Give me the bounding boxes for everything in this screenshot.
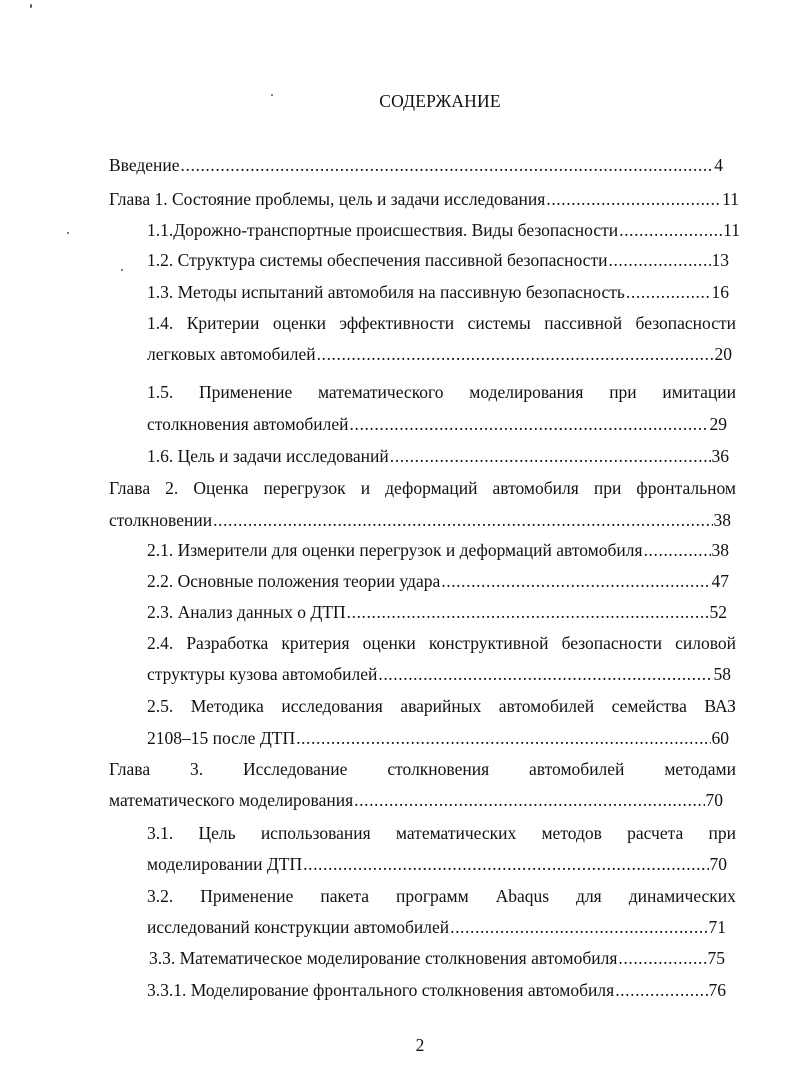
scan-speck bbox=[121, 269, 123, 271]
toc-title-line-1 bbox=[147, 885, 736, 907]
leader-dots bbox=[450, 916, 707, 938]
toc-title-line-2: столкновения автомобилей bbox=[147, 414, 349, 434]
toc-title: Введение bbox=[109, 155, 180, 175]
leader-dots bbox=[441, 570, 710, 592]
toc-entry-3-2-cont[interactable] bbox=[147, 916, 726, 938]
word: 2.4. bbox=[147, 633, 174, 653]
word: столкновения bbox=[387, 759, 490, 779]
word: математического bbox=[317, 382, 444, 402]
toc-page: 36 bbox=[711, 446, 729, 466]
leader-dots bbox=[347, 601, 709, 623]
word: программ bbox=[395, 886, 469, 906]
word: пакета bbox=[320, 886, 369, 906]
toc-page: 16 bbox=[711, 282, 729, 302]
toc-entry-2-5-cont[interactable] bbox=[147, 727, 729, 749]
toc-entry-1-5-cont[interactable] bbox=[147, 413, 727, 435]
toc-entry-3-3-1[interactable] bbox=[147, 979, 726, 1001]
leader-dots bbox=[213, 509, 712, 531]
toc-entry-2-5[interactable] bbox=[147, 695, 736, 717]
toc-page: 20 bbox=[714, 344, 732, 364]
toc-page: 70 bbox=[709, 854, 727, 874]
word: математических bbox=[395, 823, 517, 843]
word: безопасности bbox=[635, 313, 736, 333]
word: деформаций bbox=[385, 478, 478, 498]
toc-title: 3.3.1. Моделирование фронтального столкновения автомобиля bbox=[147, 980, 615, 1000]
word: автомобилей bbox=[498, 696, 595, 716]
word: для bbox=[576, 886, 602, 906]
toc-entry-chapter-3[interactable] bbox=[109, 758, 736, 780]
word: Глава bbox=[109, 759, 151, 779]
toc-page: 11 bbox=[723, 220, 740, 240]
word: и bbox=[360, 478, 371, 498]
leader-dots bbox=[296, 727, 710, 749]
word: при bbox=[708, 823, 736, 843]
leader-dots bbox=[378, 663, 712, 685]
toc-entry-3-1[interactable] bbox=[147, 822, 736, 844]
toc-title-line-1 bbox=[147, 632, 736, 654]
leader-dots bbox=[317, 343, 714, 365]
toc-title: 1.6. Цель и задачи исследований bbox=[147, 446, 389, 466]
word: исследования bbox=[281, 696, 383, 716]
word: ВАЗ bbox=[704, 696, 736, 716]
word: Глава bbox=[109, 478, 151, 498]
toc-entry-1-4-cont[interactable] bbox=[147, 343, 732, 365]
word: системы bbox=[467, 313, 531, 333]
toc-title-line-1 bbox=[147, 312, 736, 334]
word: Критерии bbox=[186, 313, 260, 333]
toc-page: 75 bbox=[707, 948, 725, 968]
toc-title-line-2: исследований конструкции автомобилей bbox=[147, 917, 450, 937]
page-number: 2 bbox=[415, 1035, 425, 1055]
word: безопасности bbox=[561, 633, 663, 653]
toc-title-line-1 bbox=[109, 477, 736, 499]
word: оценки bbox=[272, 313, 327, 333]
word: силовой bbox=[675, 633, 736, 653]
toc-title: 2.2. Основные положения теории удара bbox=[147, 571, 441, 591]
toc-title-line-1 bbox=[147, 695, 736, 717]
word: 2.5. bbox=[147, 696, 174, 716]
word: 1.5. bbox=[147, 382, 174, 402]
word: Цель bbox=[198, 823, 236, 843]
scan-speck bbox=[30, 4, 32, 8]
word: перегрузок bbox=[263, 478, 346, 498]
toc-page: 47 bbox=[711, 571, 729, 591]
word: расчета bbox=[627, 823, 684, 843]
word: Разработка bbox=[186, 633, 269, 653]
word: Применение bbox=[198, 382, 293, 402]
leader-dots bbox=[615, 979, 707, 1001]
toc-page: 52 bbox=[709, 602, 727, 622]
word: Методика bbox=[190, 696, 264, 716]
toc-entry-2-4[interactable] bbox=[147, 632, 736, 654]
toc-page: 38 bbox=[711, 540, 729, 560]
toc-title-line-2: моделировании ДТП bbox=[147, 854, 303, 874]
word: Применение bbox=[200, 886, 294, 906]
word: Abaqus bbox=[495, 886, 550, 906]
toc-title-line-2: 2108–15 после ДТП bbox=[147, 728, 296, 748]
toc-title-line-2: структуры кузова автомобилей bbox=[147, 664, 378, 684]
toc-page: 29 bbox=[709, 414, 727, 434]
toc-title-line-1 bbox=[147, 381, 736, 403]
word: оценки bbox=[362, 633, 416, 653]
toc-title-line-1 bbox=[147, 822, 736, 844]
toc-page: 38 bbox=[713, 510, 731, 530]
toc-entry-1-2[interactable] bbox=[147, 249, 729, 271]
word: 3.2. bbox=[147, 886, 174, 906]
word: использования bbox=[260, 823, 371, 843]
word: 1.4. bbox=[147, 313, 174, 333]
toc-entry-chapter-2[interactable] bbox=[109, 477, 736, 499]
word: моделирования bbox=[469, 382, 584, 402]
word: семейства bbox=[611, 696, 687, 716]
word: эффективности bbox=[339, 313, 455, 333]
scan-speck bbox=[271, 94, 273, 96]
toc-entry-intro[interactable] bbox=[109, 154, 723, 176]
word: Оценка bbox=[193, 478, 249, 498]
toc-title-line-2: столкновении bbox=[109, 510, 213, 530]
leader-dots bbox=[354, 789, 704, 811]
word: автомобиля bbox=[492, 478, 579, 498]
toc-entry-chapter-1[interactable] bbox=[109, 188, 739, 210]
toc-entry-1-6[interactable] bbox=[147, 445, 729, 467]
word: конструктивной bbox=[428, 633, 549, 653]
toc-entry-2-2[interactable] bbox=[147, 570, 729, 592]
toc-page: 60 bbox=[711, 728, 729, 748]
toc-entry-1-5[interactable] bbox=[147, 381, 736, 403]
toc-page: 71 bbox=[708, 917, 726, 937]
leader-dots bbox=[608, 249, 710, 271]
toc-title: 1.1.Дорожно-транспортные происшествия. Виды безопасности bbox=[147, 220, 619, 240]
toc-title-line-2: математического моделирования bbox=[109, 790, 354, 810]
leader-dots bbox=[626, 281, 711, 303]
toc-entry-1-1[interactable] bbox=[147, 219, 740, 241]
word: аварийных bbox=[400, 696, 482, 716]
leader-dots bbox=[303, 853, 708, 875]
leader-dots bbox=[181, 154, 714, 176]
toc-title: 1.3. Методы испытаний автомобиля на пассивную безопасность bbox=[147, 282, 625, 302]
toc-title: 3.3. Математическое моделирование столкновения автомобиля bbox=[149, 948, 618, 968]
word: автомобилей bbox=[529, 759, 625, 779]
toc-page: 70 bbox=[705, 790, 723, 810]
toc-page: 13 bbox=[711, 250, 729, 270]
toc-entry-2-1[interactable] bbox=[147, 539, 729, 561]
word: Исследование bbox=[243, 759, 348, 779]
toc-page: 58 bbox=[713, 664, 731, 684]
word: 2. bbox=[165, 478, 179, 498]
word: 3.1. bbox=[147, 823, 174, 843]
leader-dots bbox=[644, 539, 711, 561]
toc-title-line-1 bbox=[109, 758, 736, 780]
word: динамических bbox=[628, 886, 736, 906]
toc-entry-chapter-2-cont[interactable] bbox=[109, 509, 731, 531]
toc-entry-2-3[interactable] bbox=[147, 601, 727, 623]
word: при bbox=[593, 478, 622, 498]
word: пассивной bbox=[544, 313, 623, 333]
toc-title-line-2: легковых автомобилей bbox=[147, 344, 316, 364]
page-title: СОДЕРЖАНИЕ bbox=[379, 91, 501, 111]
leader-dots bbox=[546, 188, 721, 210]
word: методами bbox=[664, 759, 736, 779]
leader-dots bbox=[390, 445, 711, 467]
toc-page: 4 bbox=[714, 155, 723, 175]
toc-title: 2.3. Анализ данных о ДТП bbox=[147, 602, 346, 622]
toc-entry-3-3[interactable] bbox=[149, 947, 725, 969]
toc-entry-chapter-3-cont[interactable] bbox=[109, 789, 723, 811]
leader-dots bbox=[619, 219, 722, 241]
toc-entry-3-2[interactable] bbox=[147, 885, 736, 907]
word: при bbox=[609, 382, 637, 402]
toc-entry-1-3[interactable] bbox=[147, 281, 729, 303]
toc-page: 11 bbox=[722, 189, 739, 209]
toc-entry-2-4-cont[interactable] bbox=[147, 663, 731, 685]
leader-dots bbox=[350, 413, 709, 435]
toc-title: 2.1. Измерители для оценки перегрузок и деформаций автомобиля bbox=[147, 540, 643, 560]
toc-title: Глава 1. Состояние проблемы, цель и задачи исследования bbox=[109, 189, 546, 209]
word: имитации bbox=[662, 382, 736, 402]
word: критерия bbox=[281, 633, 350, 653]
word: фронтальном bbox=[636, 478, 736, 498]
toc-title: 1.2. Структура системы обеспечения пассивной безопасности bbox=[147, 250, 608, 270]
leader-dots bbox=[618, 947, 706, 969]
word: методов bbox=[541, 823, 602, 843]
scan-speck bbox=[67, 232, 69, 234]
toc-entry-3-1-cont[interactable] bbox=[147, 853, 727, 875]
toc-entry-1-4[interactable] bbox=[147, 312, 736, 334]
word: 3. bbox=[190, 759, 204, 779]
toc-page: 76 bbox=[708, 980, 726, 1000]
